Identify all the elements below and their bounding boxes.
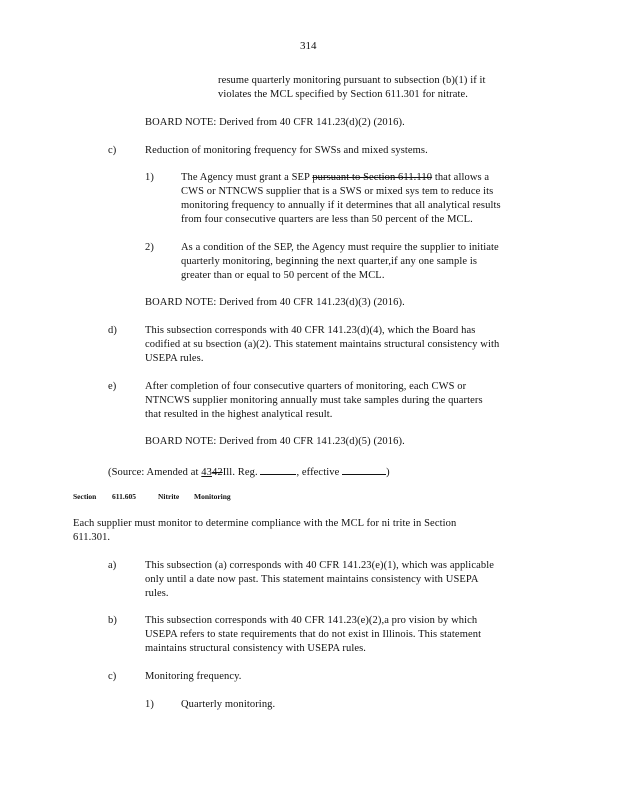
item-c1-line-1-end: that allows a xyxy=(434,172,490,183)
subsection-d-line-2: codified at su bsection (a)(2). This statement maintains structural consistency with xyxy=(145,339,500,350)
board-note-d3: BOARD NOTE: Derived from 40 CFR 141.23(d)(3) (2016). xyxy=(145,297,405,308)
register-page-blank xyxy=(260,464,296,475)
resume-line-1: resume quarterly monitoring pursuant to subsection (b)(1) if it xyxy=(218,75,486,86)
section-title-word-2: Monitoring xyxy=(194,492,231,501)
subsection-c-text: Reduction of monitoring frequency for SWSs and mixed systems. xyxy=(145,145,428,156)
source-note-end: ) xyxy=(386,467,390,478)
section-label: Section xyxy=(73,492,97,501)
subsection-d-line-3: USEPA rules. xyxy=(145,353,204,364)
subsection-c2-text: Monitoring frequency. xyxy=(145,671,242,682)
item-c1-line-2: CWS or NTNCWS supplier that is a SWS or mixed sys tem to reduce its xyxy=(181,186,494,197)
subsection-b-label: b) xyxy=(108,615,117,626)
item-c2-label: 2) xyxy=(145,242,154,253)
item-c1-line-1-start: The Agency must grant a SEP xyxy=(181,172,310,183)
subsection-b-line-2: USEPA refers to state requirements that do not exist in Illinois. This statement xyxy=(145,629,482,640)
subsection-e-line-1: After completion of four consecutive quarters of monitoring, each CWS or xyxy=(145,381,467,392)
effective-date-blank xyxy=(342,464,386,475)
source-note xyxy=(108,464,390,479)
section-title-word-1: Nitrite xyxy=(158,492,180,501)
board-note-d5: BOARD NOTE: Derived from 40 CFR 141.23(d)(5) (2016). xyxy=(145,436,405,447)
item-c2-line-3: greater than or equal to 50 percent of the MCL. xyxy=(181,270,385,281)
subsection-d-line-1: This subsection corresponds with 40 CFR 141.23(d)(4), which the Board has xyxy=(145,325,476,336)
subsection-e-line-2: NTNCWS supplier monitoring annually must take samples during the quarters xyxy=(145,395,483,406)
subsection-c2-label: c) xyxy=(108,671,117,682)
subsection-a-label: a) xyxy=(108,560,117,571)
deleted-text: pursuant to Section 611.110 xyxy=(312,172,433,183)
section-number: 611.605 xyxy=(112,492,136,501)
subsection-a-line-3: rules. xyxy=(145,588,169,599)
item-c1-line-4: from four consecutive quarters are less than 50 percent of the MCL. xyxy=(181,214,473,225)
item-c1-line-1 xyxy=(181,172,489,184)
subsection-a-line-1: This subsection (a) corresponds with 40 CFR 141.23(e)(1), which was applicable xyxy=(145,560,494,571)
subsection-b-line-1: This subsection corresponds with 40 CFR 141.23(e)(2),a pro vision by which xyxy=(145,615,478,626)
subsection-b-line-3: maintains structural consistency with USEPA rules. xyxy=(145,643,367,654)
resume-line-2: violates the MCL specified by Section 611.301 for nitrate. xyxy=(218,89,468,100)
item-c2-line-2: quarterly monitoring, beginning the next quarter,if any one sample is xyxy=(181,256,478,267)
source-note-effective: , effective xyxy=(296,467,340,478)
source-note-start: (Source: Amended at xyxy=(108,467,199,478)
volume-inserted: 43 xyxy=(201,467,212,478)
item-c2-1-label: 1) xyxy=(145,699,154,710)
item-c2-1-text: Quarterly monitoring. xyxy=(181,699,276,710)
board-note-d2: BOARD NOTE: Derived from 40 CFR 141.23(d)(2) (2016). xyxy=(145,117,405,128)
section-intro-line-1: Each supplier must monitor to determine compliance with the MCL for ni trite in Section xyxy=(73,518,457,529)
item-c1-label: 1) xyxy=(145,172,154,183)
source-note-reg: Ill. Reg. xyxy=(222,467,258,478)
page-number: 314 xyxy=(300,40,317,52)
subsection-c-label: c) xyxy=(108,145,117,156)
subsection-e-line-3: that resulted in the highest analytical result. xyxy=(145,409,333,420)
volume-deleted: 42 xyxy=(211,467,223,478)
item-c2-line-1: As a condition of the SEP, the Agency must require the supplier to initiate xyxy=(181,242,499,253)
subsection-a-line-2: only until a date now past. This statement maintains consistency with USEPA xyxy=(145,574,479,585)
subsection-e-label: e) xyxy=(108,381,117,392)
section-intro-line-2: 611.301. xyxy=(73,532,111,543)
subsection-d-label: d) xyxy=(108,325,117,336)
item-c1-line-3: monitoring frequency to annually if it determines that all analytical results xyxy=(181,200,501,211)
